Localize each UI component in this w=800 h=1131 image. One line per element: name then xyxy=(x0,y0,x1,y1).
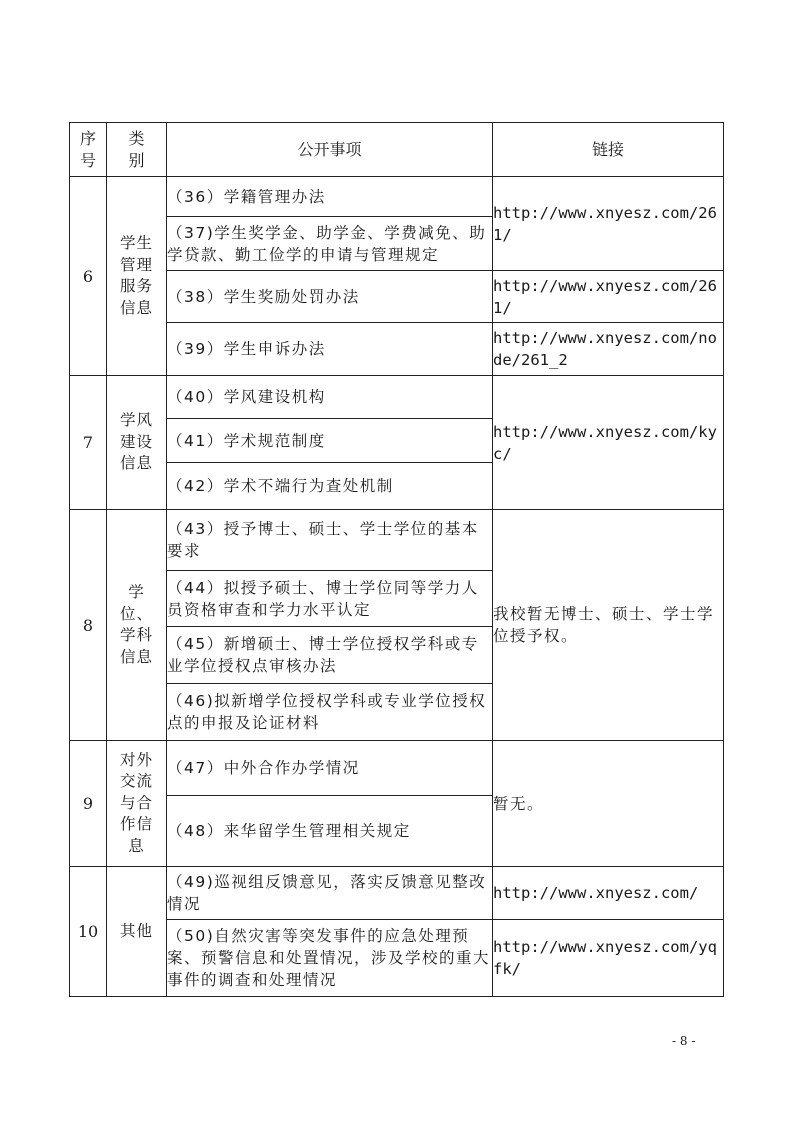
item-cell: （45）新增硕士、博士学位授权学科或专业学位授权点审核办法 xyxy=(167,627,493,684)
link-cell: 暂无。 xyxy=(493,741,724,867)
row-category: 学生 管理 服务 信息 xyxy=(107,177,167,376)
row-number: 9 xyxy=(70,741,107,867)
disclosure-table xyxy=(69,122,724,997)
item-cell: （41）学术规范制度 xyxy=(167,419,493,463)
table-row xyxy=(70,376,724,419)
item-cell: （44）拟授予硕士、博士学位同等学力人员资格审查和学力水平认定 xyxy=(167,571,493,627)
row-category: 学风 建设 信息 xyxy=(107,376,167,510)
item-cell: （39）学生申诉办法 xyxy=(167,323,493,376)
row-category: 学 位、 学科 信息 xyxy=(107,510,167,741)
item-cell: （36）学籍管理办法 xyxy=(167,177,493,217)
link-cell[interactable]: http://www.xnyesz.com/yqfk/ xyxy=(493,920,724,997)
item-cell: （50)自然灾害等突发事件的应急处理预案、预警信息和处置情况，涉及学校的重大事件的调查和处理情况 xyxy=(167,920,493,997)
table-row xyxy=(70,177,724,217)
link-cell[interactable]: http://www.xnyesz.com/kyc/ xyxy=(493,376,724,510)
table-row xyxy=(70,867,724,920)
link-cell[interactable]: http://www.xnyesz.com/261/ xyxy=(493,271,724,323)
link-cell[interactable]: http://www.xnyesz.com/261/ xyxy=(493,177,724,271)
row-number: 7 xyxy=(70,376,107,510)
row-number: 10 xyxy=(70,867,107,997)
link-cell: 我校暂无博士、硕士、学士学位授予权。 xyxy=(493,510,724,741)
table-row xyxy=(70,510,724,571)
row-number: 6 xyxy=(70,177,107,376)
header-item: 公开事项 xyxy=(167,123,493,177)
table-row xyxy=(70,920,724,997)
table-header-row xyxy=(70,123,724,177)
page-number: - 8 - xyxy=(672,1034,696,1048)
item-cell: （46)拟新增学位授权学科或专业学位授权点的申报及论证材料 xyxy=(167,684,493,741)
item-cell: （40）学风建设机构 xyxy=(167,376,493,419)
table-row xyxy=(70,323,724,376)
item-cell: （49)巡视组反馈意见，落实反馈意见整改情况 xyxy=(167,867,493,920)
header-seq: 序 号 xyxy=(70,123,107,177)
item-cell: （47）中外合作办学情况 xyxy=(167,741,493,796)
item-cell: （43）授予博士、硕士、学士学位的基本要求 xyxy=(167,510,493,571)
link-cell[interactable]: http://www.xnyesz.com/node/261_2 xyxy=(493,323,724,376)
table-row xyxy=(70,271,724,323)
link-cell[interactable]: http://www.xnyesz.com/ xyxy=(493,867,724,920)
row-number: 8 xyxy=(70,510,107,741)
header-category: 类 别 xyxy=(107,123,167,177)
item-cell: （48）来华留学生管理相关规定 xyxy=(167,796,493,867)
item-cell: （38）学生奖励处罚办法 xyxy=(167,271,493,323)
row-category: 对外 交流 与合 作信 息 xyxy=(107,741,167,867)
row-category: 其他 xyxy=(107,867,167,997)
header-link: 链接 xyxy=(493,123,724,177)
item-cell: （42）学术不端行为查处机制 xyxy=(167,463,493,510)
item-cell: （37)学生奖学金、助学金、学费减免、助学贷款、勤工俭学的申请与管理规定 xyxy=(167,217,493,271)
table-row xyxy=(70,741,724,796)
